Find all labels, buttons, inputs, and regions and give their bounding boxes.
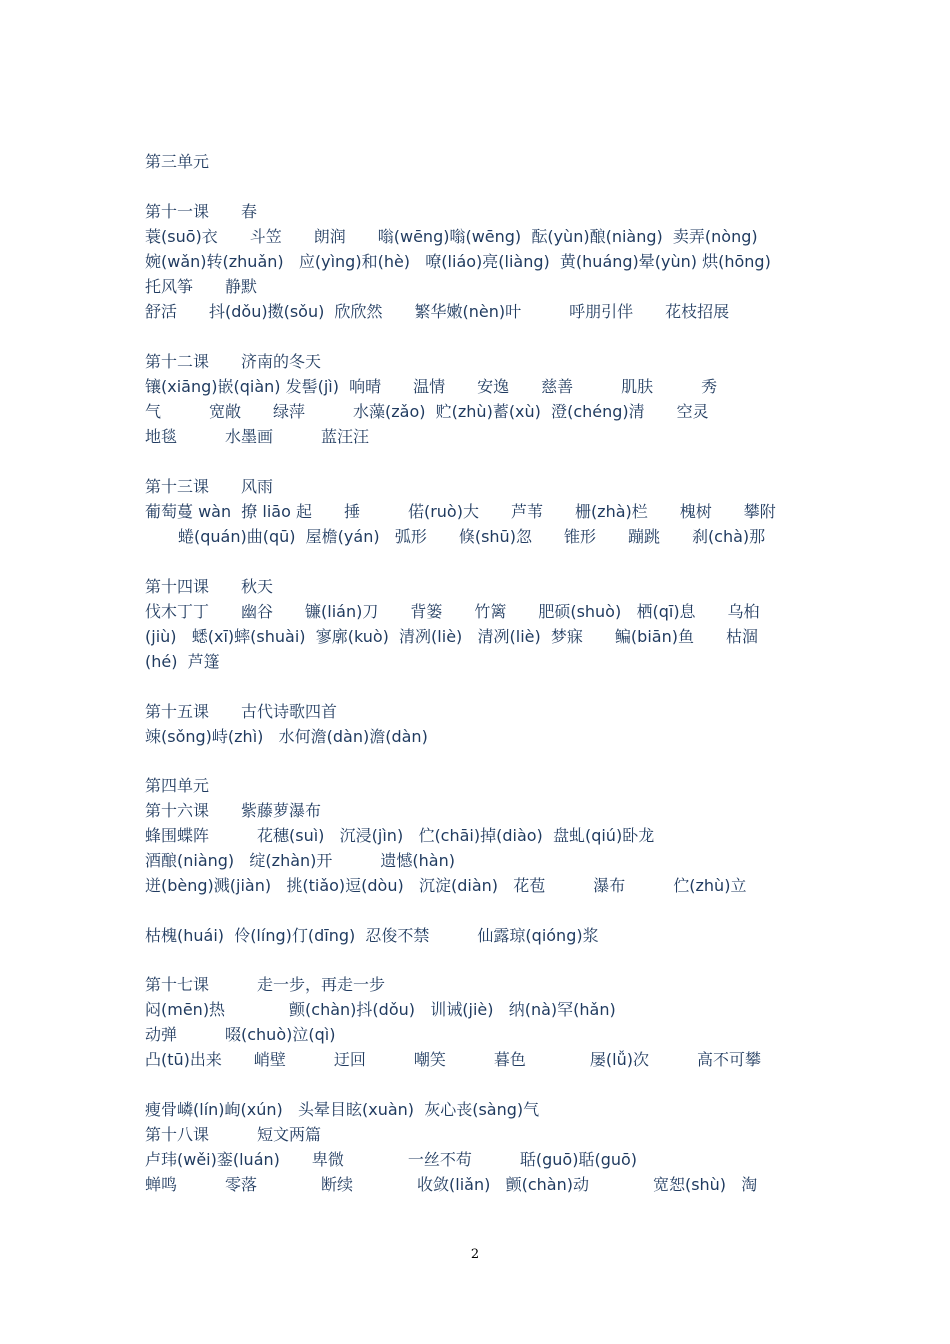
vocab-line: 瘦骨嶙(lín)峋(xún) 头晕目眩(xuàn) 灰心丧(sàng)气 — [145, 1100, 540, 1119]
vocab-line: 托风筝 静默 — [145, 277, 258, 296]
lesson-heading-14: 第十四课 秋天 — [145, 577, 274, 596]
vocab-line: 气 宽敞 绿萍 水藻(zǎo) 贮(zhù)蓄(xù) 澄(chéng)清 空灵 — [145, 402, 709, 421]
vocab-line: 镶(xiāng)嵌(qiàn) 发髻(jì) 响晴 温情 安逸 慈善 肌肤 秀 — [145, 377, 718, 396]
unit-heading-3: 第三单元 — [145, 152, 210, 171]
lesson-heading-13: 第十三课 风雨 — [145, 477, 274, 496]
lesson-heading-16: 第十六课 紫藤萝瀑布 — [145, 801, 322, 820]
vocab-line: 蜂围蝶阵 花穗(suì) 沉浸(jìn) 伫(chāi)掉(diào) 盘虬(qiú)卧龙 — [145, 826, 655, 845]
vocab-line: 凸(tū)出来 峭壁 迂回 嘲笑 暮色 屡(lǚ)次 高不可攀 — [145, 1050, 761, 1069]
vocab-line: 竦(sǒng)峙(zhì) 水何澹(dàn)澹(dàn) — [145, 727, 428, 746]
vocab-line: 迸(bèng)溅(jiàn) 挑(tiǎo)逗(dòu) 沉淀(diàn) 花苞 瀑布 伫(zhù)立 — [145, 876, 747, 895]
vocab-line: 地毯 水墨画 蓝汪汪 — [145, 427, 370, 446]
unit-heading-4: 第四单元 — [145, 776, 210, 795]
vocab-line: 葡萄蔓 wàn 撩 liāo 起 捶 偌(ruò)大 芦苇 栅(zhà)栏 槐树 攀附 — [145, 502, 776, 521]
vocab-line: 动弹 啜(chuò)泣(qì) — [145, 1025, 336, 1044]
lesson-heading-17: 第十七课 走一步，再走一步 — [145, 975, 386, 994]
vocab-line: 蓑(suō)衣 斗笠 朗润 嗡(wēng)嗡(wēng) 酝(yùn)酿(niàng) 卖弄(nòng) — [145, 227, 758, 246]
vocab-line: 舒活 抖(dǒu)擞(sǒu) 欣欣然 繁华嫩(nèn)叶 呼朋引伴 花枝招展 — [145, 302, 730, 321]
vocab-line: 酒酿(niàng) 绽(zhàn)开 遗憾(hàn) — [145, 851, 455, 870]
lesson-heading-18: 第十八课 短文两篇 — [145, 1125, 322, 1144]
vocab-line: 卢玮(wěi)銮(luán) 卑微 一丝不苟 聒(guō)聒(guō) — [145, 1150, 638, 1169]
vocab-line: 蜷(quán)曲(qū) 屋檐(yán) 弧形 倏(shū)忽 锥形 蹦跳 刹(chà)那 — [178, 527, 766, 546]
vocab-line: 婉(wǎn)转(zhuǎn) 应(yìng)和(hè) 嘹(liáo)亮(liàng) 黄(huáng)晕(yùn) 烘(hōng) — [145, 252, 771, 271]
vocab-line: 枯槐(huái) 伶(líng)仃(dīng) 忍俊不禁 仙露琼(qióng)浆 — [145, 926, 599, 945]
vocab-line: 蝉鸣 零落 断续 收敛(liǎn) 颤(chàn)动 宽恕(shù) 淘 — [145, 1175, 758, 1194]
lesson-heading-11: 第十一课 春 — [145, 202, 258, 221]
lesson-heading-15: 第十五课 古代诗歌四首 — [145, 702, 338, 721]
vocab-line: 伐木丁丁 幽谷 镰(lián)刀 背篓 竹篱 肥硕(shuò) 栖(qī)息 乌桕 — [145, 602, 760, 621]
vocab-line: (hé) 芦篷 — [145, 652, 220, 671]
vocab-line: 闷(mēn)热 颤(chàn)抖(dǒu) 训诫(jiè) 纳(nà)罕(hǎn) — [145, 1000, 616, 1019]
page-number: 2 — [470, 1247, 480, 1262]
lesson-heading-12: 第十二课 济南的冬天 — [145, 352, 322, 371]
vocab-line: (jiù) 蟋(xī)蟀(shuài) 寥廓(kuò) 清冽(liè) 清冽(liè) 梦寐 鳊(biān)鱼 枯涸 — [145, 627, 758, 646]
